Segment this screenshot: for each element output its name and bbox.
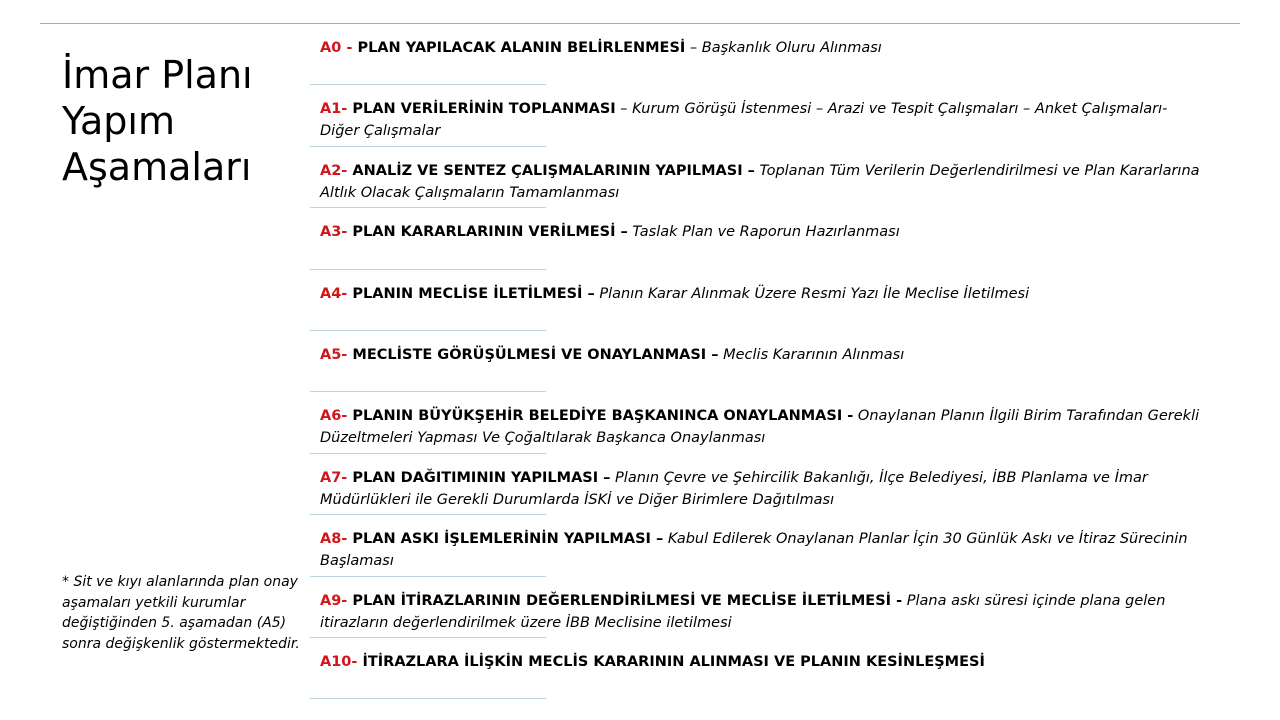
- step-dash: –: [615, 101, 628, 118]
- slide-title: [62, 52, 302, 190]
- step-heading: PLAN VERİLERİNİN TOPLANMASI: [347, 101, 616, 118]
- step-text: [320, 467, 1205, 511]
- step-heading: ANALİZ VE SENTEZ ÇALIŞMALARININ YAPILMASI –: [347, 162, 755, 179]
- step-heading: PLANIN BÜYÜKŞEHİR BELEDİYE BAŞKANINCA ONAYLANMASI -: [347, 408, 854, 425]
- step-heading: MECLİSTE GÖRÜŞÜLMESİ VE ONAYLANMASI –: [347, 347, 719, 363]
- step-description: Taslak Plan ve Raporun Hazırlanması: [627, 224, 900, 241]
- step-text: [320, 405, 1205, 449]
- step-a5: [310, 331, 1210, 392]
- step-description: Meclis Kararının Alınması: [718, 347, 905, 363]
- step-text: [320, 98, 1205, 142]
- step-code: A9-: [320, 592, 348, 609]
- step-heading: PLAN ASKI İŞLEMLERİNİN YAPILMASI –: [347, 531, 664, 548]
- step-code: A4-: [320, 285, 348, 302]
- step-heading: PLAN İTİRAZLARININ DEĞERLENDİRİLMESİ VE MECLİSE İLETİLMESİ -: [347, 592, 903, 609]
- step-text: [320, 160, 1205, 204]
- step-text: [320, 283, 1205, 305]
- title-line-3: Aşamaları: [62, 145, 252, 189]
- step-description: Kabul Edilerek Onaylanan Planlar İçin 30 Günlük Askı ve İtiraz Sürecinin Başlaması: [320, 531, 1188, 570]
- title-line-1: İmar Planı: [62, 53, 253, 97]
- step-a8: [310, 515, 1210, 576]
- step-code: A5-: [320, 347, 348, 363]
- step-description: Kurum Görüşü İstenmesi – Arazi ve Tespit Çalışmaları – Anket Çalışmaları- Diğer Çalışmalar: [320, 101, 1168, 140]
- step-code: A0 -: [320, 40, 353, 56]
- step-description: Toplanan Tüm Verilerin Değerlendirilmesi ve Plan Kararlarına Altlık Olacak Çalışmaların Tamamlanması: [320, 162, 1200, 201]
- step-code: A1-: [320, 101, 348, 118]
- step-code: A8-: [320, 531, 348, 548]
- step-code: A7-: [320, 469, 348, 486]
- step-text: [320, 37, 1205, 59]
- step-description: Planın Çevre ve Şehircilik Bakanlığı, İlçe Belediyesi, İBB Planlama ve İmar Müdürlükleri ile Gerekli Durumlarda İSKİ ve Diğer Birimlere Dağıtılması: [320, 469, 1148, 508]
- step-code: A10-: [320, 654, 358, 670]
- step-heading: PLANIN MECLİSE İLETİLMESİ –: [347, 285, 595, 302]
- step-code: A6-: [320, 408, 348, 425]
- step-code: A2-: [320, 162, 348, 179]
- step-a2: [310, 147, 1210, 208]
- step-description: Plana askı süresi içinde plana gelen itirazların değerlendirilmek üzere İBB Meclisine iletilmesi: [320, 592, 1166, 631]
- step-text: [320, 344, 1205, 366]
- step-text: [320, 651, 1205, 673]
- step-a3: [310, 208, 1210, 269]
- step-a7: [310, 454, 1210, 515]
- step-a0: [310, 24, 1210, 85]
- step-dash: –: [685, 40, 698, 56]
- step-description: Planın Karar Alınmak Üzere Resmi Yazı İle Meclise İletilmesi: [594, 285, 1030, 302]
- step-description: Onaylanan Planın İlgili Birim Tarafından Gerekli Düzeltmeleri Yapması Ve Çoğaltılarak Başkanca Onaylanması: [320, 408, 1200, 447]
- step-separator: [310, 698, 546, 699]
- step-a6: [310, 392, 1210, 453]
- step-a4: [310, 270, 1210, 331]
- step-text: [320, 590, 1205, 634]
- step-heading: PLAN YAPILACAK ALANIN BELİRLENMESİ: [352, 40, 686, 56]
- step-text: [320, 221, 1205, 243]
- step-heading: PLAN DAĞITIMININ YAPILMASI –: [347, 469, 611, 486]
- step-a9: [310, 577, 1210, 638]
- steps-list: [310, 24, 1210, 700]
- step-code: A3-: [320, 224, 348, 241]
- title-line-2: Yapım: [62, 99, 175, 143]
- step-text: [320, 528, 1205, 572]
- step-description: Başkanlık Oluru Alınması: [697, 40, 882, 56]
- step-heading: PLAN KARARLARININ VERİLMESİ –: [347, 224, 628, 241]
- footnote: * Sit ve kıyı alanlarında plan onay aşamaları yetkili kurumlar değiştiğinden 5. aşamadan (A5) sonra değişkenlik göstermektedir.: [62, 574, 300, 652]
- step-a10: [310, 638, 1210, 699]
- step-a1: [310, 85, 1210, 146]
- step-heading: İTİRAZLARA İLİŞKİN MECLİS KARARININ ALINMASI VE PLANIN KESİNLEŞMESİ: [357, 654, 985, 670]
